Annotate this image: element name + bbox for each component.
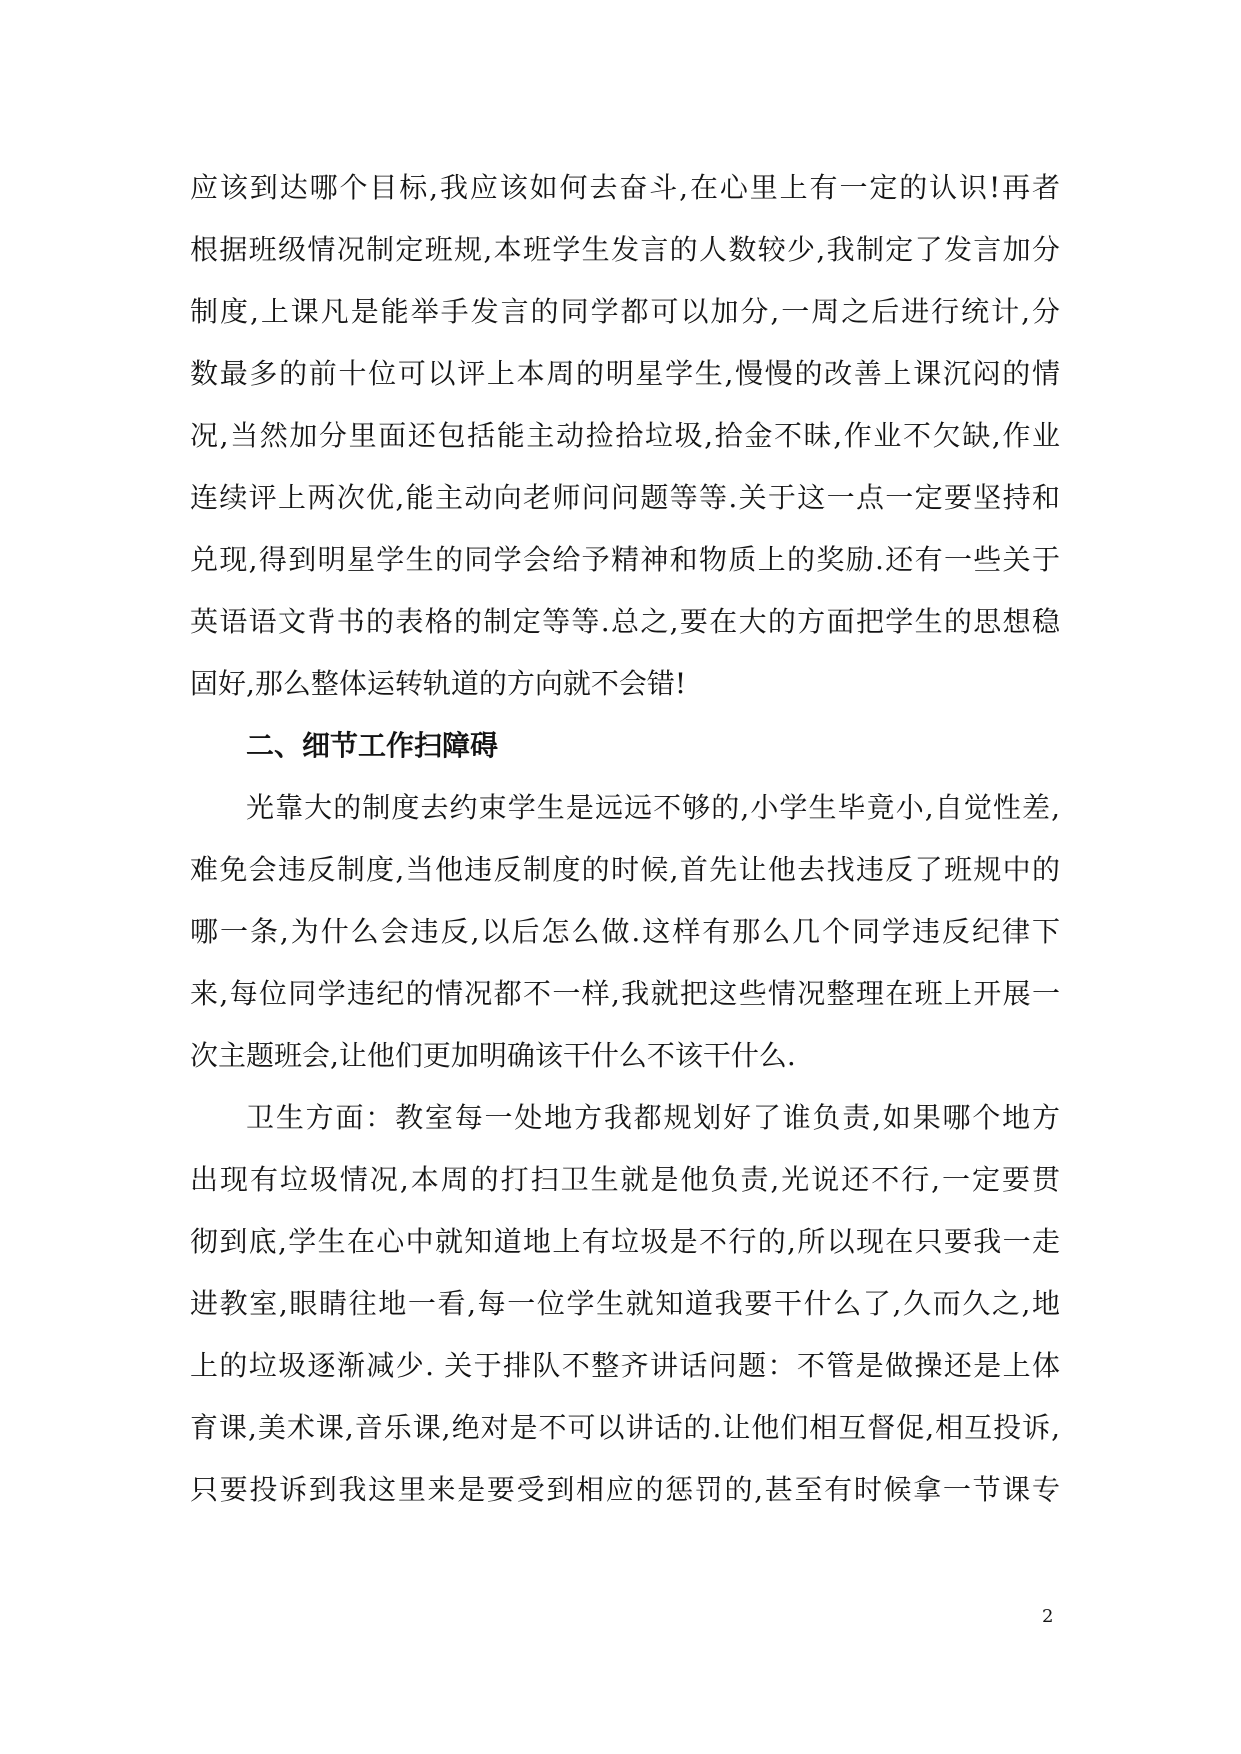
- paragraph-line: 固好,那么整体运转轨道的方向就不会错!: [190, 667, 687, 700]
- paragraph-line: 况,当然加分里面还包括能主动捡拾垃圾,拾金不昧,作业不欠缺,作业: [190, 419, 1060, 452]
- paragraph-line: 育课,美术课,音乐课,绝对是不可以讲话的.让他们相互督促,相互投诉,: [190, 1411, 1060, 1444]
- paragraph-line: 次主题班会,让他们更加明确该干什么不该干什么.: [190, 1039, 796, 1072]
- paragraph-line: 制度,上课凡是能举手发言的同学都可以加分,一周之后进行统计,分: [190, 295, 1060, 328]
- paragraph-line: 数最多的前十位可以评上本周的明星学生,慢慢的改善上课沉闷的情: [190, 357, 1060, 390]
- section-heading: 二、细节工作扫障碍: [246, 729, 499, 762]
- paragraph-line: 英语语文背书的表格的制定等等.总之,要在大的方面把学生的思想稳: [190, 605, 1060, 638]
- paragraph-line: 兑现,得到明星学生的同学会给予精神和物质上的奖励.还有一些关于: [190, 543, 1060, 576]
- paragraph-line: 出现有垃圾情况,本周的打扫卫生就是他负责,光说还不行,一定要贯: [190, 1163, 1060, 1196]
- paragraph-line: 哪一条,为什么会违反,以后怎么做.这样有那么几个同学违反纪律下: [190, 915, 1060, 948]
- paragraph-line: 彻到底,学生在心中就知道地上有垃圾是不行的,所以现在只要我一走: [190, 1225, 1060, 1258]
- paragraph-line: 进教室,眼睛往地一看,每一位学生就知道我要干什么了,久而久之,地: [190, 1287, 1060, 1320]
- paragraph-line: 根据班级情况制定班规,本班学生发言的人数较少,我制定了发言加分: [190, 233, 1060, 266]
- page-number: 2: [1042, 1606, 1054, 1627]
- paragraph-line: 来,每位同学违纪的情况都不一样,我就把这些情况整理在班上开展一: [190, 977, 1060, 1010]
- paragraph-line: 只要投诉到我这里来是要受到相应的惩罚的,甚至有时候拿一节课专: [190, 1473, 1060, 1506]
- paragraph-line: 难免会违反制度,当他违反制度的时候,首先让他去找违反了班规中的: [190, 853, 1060, 886]
- paragraph-line: 连续评上两次优,能主动向老师问问题等等.关于这一点一定要坚持和: [190, 481, 1060, 514]
- paragraph-line: 光靠大的制度去约束学生是远远不够的,小学生毕竟小,自觉性差,: [246, 791, 1060, 824]
- paragraph-line: 上的垃圾逐渐减少. 关于排队不整齐讲话问题：不管是做操还是上体: [190, 1349, 1060, 1382]
- paragraph-line: 卫生方面：教室每一处地方我都规划好了谁负责,如果哪个地方: [246, 1101, 1060, 1134]
- paragraph-line: 应该到达哪个目标,我应该如何去奋斗,在心里上有一定的认识!再者: [190, 171, 1060, 204]
